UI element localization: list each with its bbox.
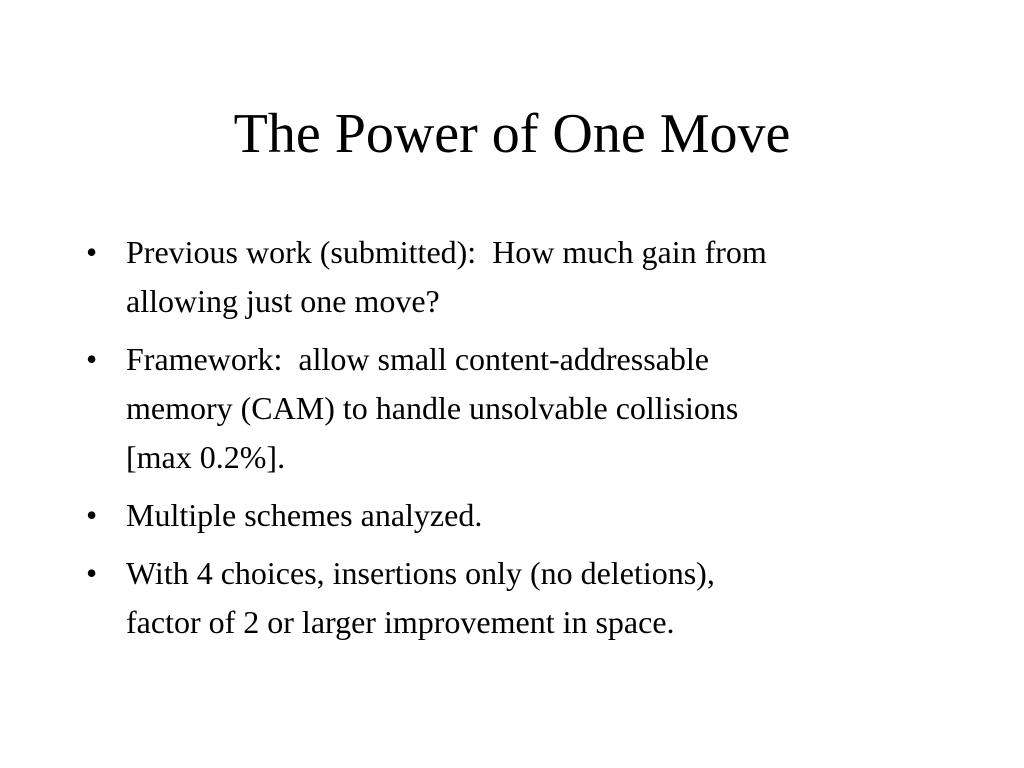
slide-title: The Power of One Move: [233, 103, 791, 165]
bullet-item-multiple-schemes: [0, 491, 1024, 540]
bullet-text-line: Multiple schemes analyzed.: [126, 497, 483, 533]
bullet-text-line: Previous work (submitted): How much gain from: [126, 234, 767, 270]
bullet-icon: •: [86, 497, 98, 533]
bullet-icon: •: [86, 341, 98, 377]
bullet-text-line: [max 0.2%].: [126, 439, 286, 475]
bullet-text-line: factor of 2 or larger improvement in space.: [126, 604, 675, 640]
bullet-icon: •: [86, 234, 98, 270]
bullet-text-line: With 4 choices, insertions only (no deletions),: [126, 555, 715, 591]
bullet-text-line: allowing just one move?: [126, 283, 440, 319]
bullet-item-four-choices: [0, 549, 1024, 647]
bullet-item-previous-work: [0, 228, 1024, 326]
bullet-item-framework: [0, 335, 1024, 482]
bullet-icon: •: [86, 555, 98, 591]
bullet-text-line: Framework: allow small content-addressable: [126, 341, 709, 377]
bullet-text-line: memory (CAM) to handle unsolvable collisions: [126, 390, 739, 426]
bullet-list: [0, 228, 1024, 656]
